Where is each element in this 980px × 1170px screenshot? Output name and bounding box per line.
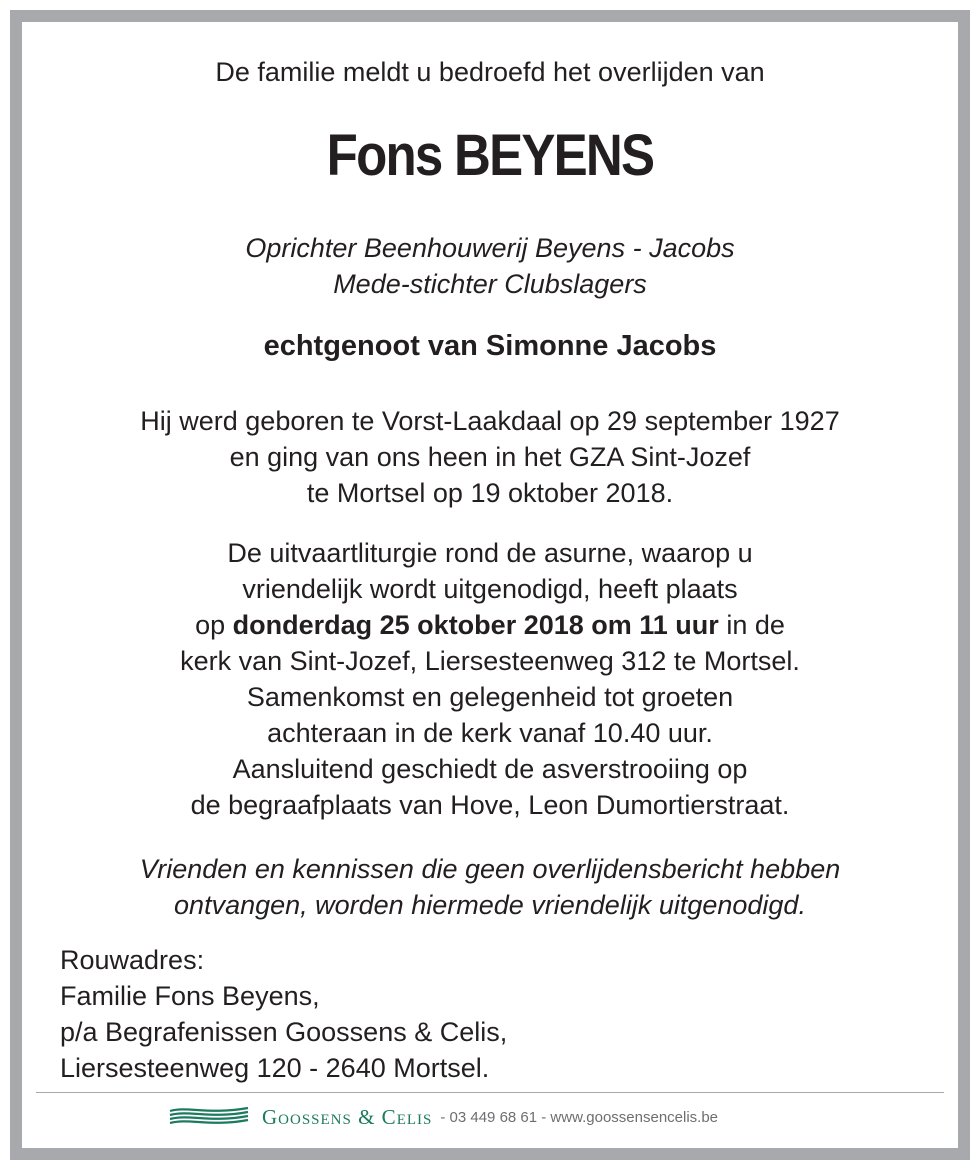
- ceremony-line: Aansluitend geschiedt de asverstrooiing op: [232, 754, 748, 784]
- invitation-line: ontvangen, worden hiermede vriendelijk uitgenodigd.: [174, 890, 806, 920]
- ceremony-line: Samenkomst en gelegenheid tot groeten: [246, 682, 734, 712]
- spouse-line: echtgenoot van Simonne Jacobs: [263, 330, 717, 362]
- address-line: Liersesteenweg 120 - 2640 Mortsel.: [60, 1053, 490, 1083]
- birth-line: Hij werd geboren te Vorst-Laakdaal op 29 september 1927: [140, 406, 840, 436]
- funeral-home-name: Goossens & Celis: [262, 1104, 433, 1129]
- address-heading: Rouwadres:: [60, 945, 205, 975]
- address-line: Familie Fons Beyens,: [60, 981, 320, 1011]
- wave-logo-icon: [168, 1105, 250, 1129]
- ceremony-line: De uitvaartliturgie rond de asurne, waarop u: [227, 538, 753, 568]
- role-line: Oprichter Beenhouwerij Beyens - Jacobs: [245, 233, 735, 263]
- deceased-name: Fons BEYENS: [326, 123, 654, 188]
- ceremony-line: vriendelijk wordt uitgenodigd, heeft plaats: [242, 574, 738, 604]
- ceremony-date: donderdag 25 oktober 2018 om 11 uur: [232, 610, 719, 640]
- ceremony-line: achteraan in de kerk vanaf 10.40 uur.: [267, 718, 713, 748]
- funeral-home-footer: [168, 1101, 718, 1133]
- birth-line: te Mortsel op 19 oktober 2018.: [306, 478, 674, 508]
- ceremony-date-suffix: in de: [718, 610, 785, 640]
- ceremony-date-prefix: op: [195, 610, 233, 640]
- role-line: Mede-stichter Clubslagers: [333, 269, 647, 299]
- birth-line: en ging van ons heen in het GZA Sint-Jozef: [229, 442, 751, 472]
- address-line: p/a Begrafenissen Goossens & Celis,: [60, 1017, 508, 1047]
- footer-divider: [36, 1092, 944, 1093]
- intro-text: De familie meldt u bedroefd het overlijden van: [215, 57, 765, 87]
- ceremony-line: de begraafplaats van Hove, Leon Dumortierstraat.: [190, 790, 790, 820]
- funeral-home-contact: - 03 449 68 61 - www.goossensencelis.be: [440, 1108, 719, 1126]
- ceremony-line: kerk van Sint-Jozef, Liersesteenweg 312 te Mortsel.: [180, 646, 800, 676]
- ceremony-date-line: [0, 607, 980, 643]
- invitation-line: Vrienden en kennissen die geen overlijdensbericht hebben: [139, 854, 841, 884]
